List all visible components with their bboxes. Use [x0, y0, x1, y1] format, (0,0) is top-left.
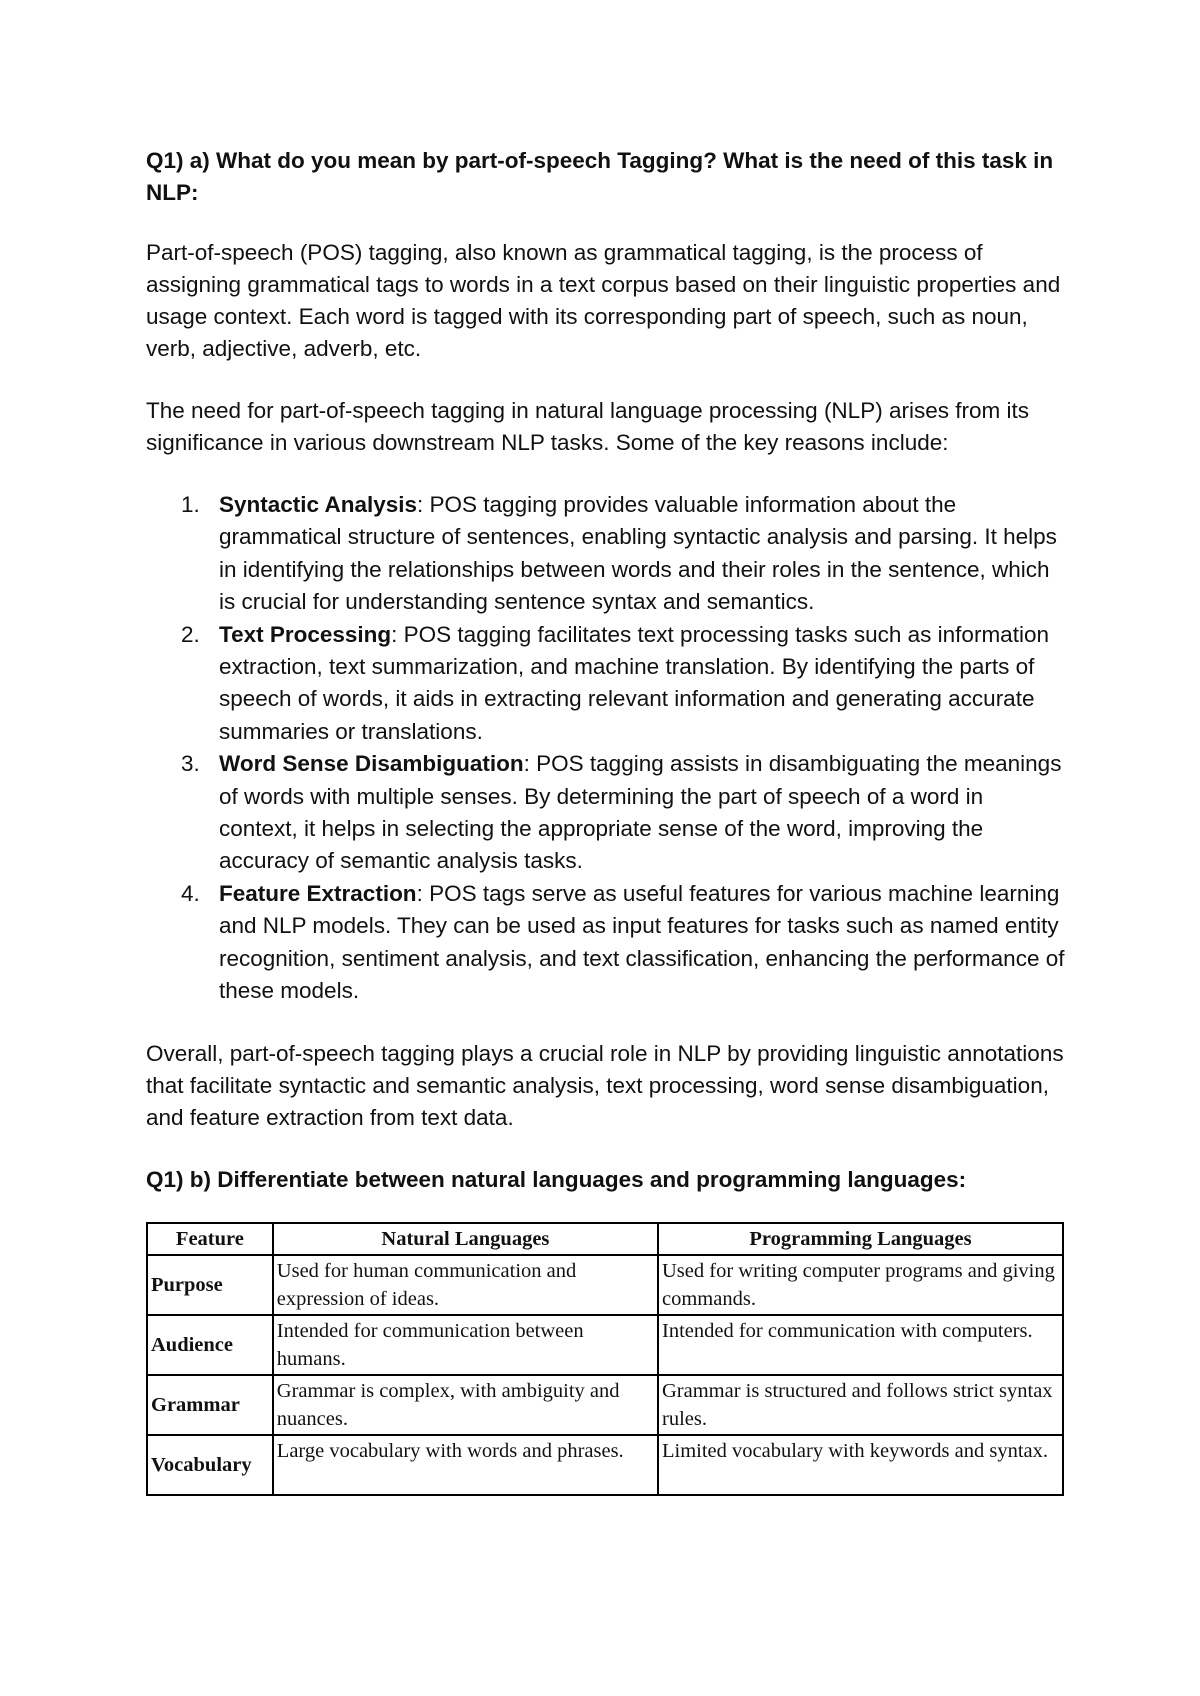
reasons-list — [146, 489, 1066, 1008]
natural-cell: Used for human communication and expression of ideas. — [273, 1255, 658, 1315]
list-item — [146, 619, 1066, 749]
table-row — [147, 1435, 1063, 1495]
list-item-number: 3. — [181, 751, 200, 777]
feature-cell: Purpose — [147, 1255, 273, 1315]
list-item-title: Text Processing — [219, 621, 392, 647]
q1a-definition-paragraph: Part-of-speech (POS) tagging, also known as grammatical tagging, is the process of assigning grammatical tags to words in a text corpus based on their linguistic properties and usage context. Each word is tagged with its corresponding part of speech, such as noun, verb, adjective, adverb, etc. — [146, 240, 1061, 361]
feature-cell: Vocabulary — [147, 1435, 273, 1495]
list-item-title: Word Sense Disambiguation — [219, 751, 524, 777]
document-content — [146, 145, 1066, 1496]
programming-cell: Limited vocabulary with keywords and syntax. — [658, 1435, 1063, 1495]
column-header-natural: Natural Languages — [273, 1223, 658, 1255]
natural-cell: Grammar is complex, with ambiguity and nuances. — [273, 1375, 658, 1435]
table-row — [147, 1315, 1063, 1375]
list-item-text: : POS tags serve as useful features for various machine learning and NLP models. They can be used as input features for tasks such as named entity recognition, sentiment analysis, and text classification, enhancing the performance of these models. — [219, 880, 1065, 1004]
natural-cell: Large vocabulary with words and phrases. — [273, 1435, 658, 1495]
list-item-text: : POS tagging facilitates text processing tasks such as information extraction, text summarization, and machine translation. By identifying the parts of speech of words, it aids in extracting relevant information and generating accurate summaries or translations. — [219, 621, 1049, 744]
table-row — [147, 1255, 1063, 1315]
q1a-need-paragraph: The need for part-of-speech tagging in natural language processing (NLP) arises from its significance in various downstream NLP tasks. Some of the key reasons include: — [146, 398, 1029, 455]
feature-cell: Audience — [147, 1315, 273, 1375]
list-item-title: Feature Extraction — [219, 880, 417, 906]
column-header-feature: Feature — [147, 1223, 273, 1255]
q1a-overall-paragraph: Overall, part-of-speech tagging plays a crucial role in NLP by providing linguistic annotations that facilitate syntactic and semantic analysis, text processing, word sense disambiguation, and feature extraction from text data. — [146, 1040, 1064, 1130]
programming-cell: Grammar is structured and follows strict syntax rules. — [658, 1375, 1063, 1435]
comparison-table — [146, 1222, 1064, 1496]
programming-cell: Used for writing computer programs and giving commands. — [658, 1255, 1063, 1315]
q1a-heading: Q1) a) What do you mean by part-of-speech Tagging? What is the need of this task in NLP: — [146, 148, 1054, 205]
list-item-text: : POS tagging provides valuable information about the grammatical structure of sentences, enabling syntactic analysis and parsing. It helps in identifying the relationships between words and their roles in the sentence, which is crucial for understanding sentence syntax and semantics. — [219, 492, 1057, 615]
natural-cell: Intended for communication between humans. — [273, 1315, 658, 1375]
list-item-number: 1. — [181, 492, 200, 517]
feature-cell: Grammar — [147, 1375, 273, 1435]
list-item-title: Syntactic Analysis — [219, 492, 418, 517]
q1b-heading: Q1) b) Differentiate between natural languages and programming languages: — [146, 1166, 967, 1192]
list-item-text: : POS tagging assists in disambiguating the meanings of words with multiple senses. By determining the part of speech of a word in context, it helps in selecting the appropriate sense of the word, improving the accuracy of semantic analysis tasks. — [219, 751, 1062, 874]
list-item-number: 2. — [181, 621, 200, 647]
programming-cell: Intended for communication with computers. — [658, 1315, 1063, 1375]
table-row — [147, 1375, 1063, 1435]
list-item — [146, 878, 1066, 1008]
list-item — [146, 489, 1066, 619]
column-header-programming: Programming Languages — [658, 1223, 1063, 1255]
table-header-row — [147, 1223, 1063, 1255]
list-item-number: 4. — [181, 880, 200, 906]
list-item — [146, 748, 1066, 878]
